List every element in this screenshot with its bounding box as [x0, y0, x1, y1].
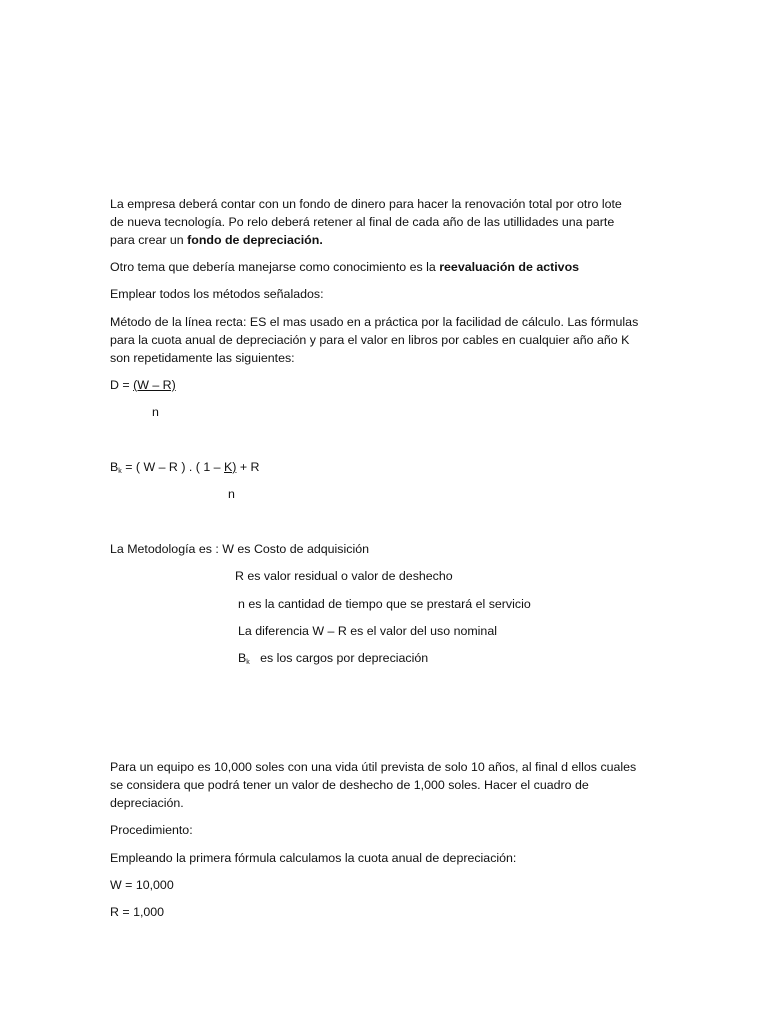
formula-part-2: + R [236, 460, 260, 474]
formula-part-1: = ( W – R ) . ( 1 – [121, 460, 225, 474]
methodology-n-definition: n es la cantidad de tiempo que se prestará el servicio [238, 597, 531, 611]
paragraph-methods: Emplear todos los métodos señalados: [110, 287, 324, 301]
formula-2-denominator: n [228, 487, 235, 501]
formula-denominator: n [152, 405, 159, 419]
methodology-intro: La Metodología es : W es Costo de adquisición [110, 542, 369, 556]
methodology-difference-definition: La diferencia W – R es el valor del uso nominal [238, 624, 497, 638]
paragraph-straight-line-3: son repetidamente las siguientes: [110, 351, 295, 365]
bold-term-fondo-depreciacion: fondo de depreciación. [187, 233, 323, 247]
value-w: W = 10,000 [110, 878, 174, 892]
paragraph-procedure: Procedimiento: [110, 823, 193, 837]
paragraph-straight-line-2: para la cuota anual de depreciación y para el valor en libros por cables en cualquier año año K [110, 333, 630, 347]
paragraph-renovation-line-1: La empresa deberá contar con un fondo de dinero para hacer la renovación total por otro lote [110, 197, 622, 211]
formula-numerator: (W – R) [133, 378, 176, 392]
paragraph-reevaluation [110, 258, 579, 276]
bk-text: es los cargos por depreciación [249, 651, 429, 665]
paragraph-renovation-line-2: de nueva tecnología. Po relo deberá retener al final de cada año de las utillidades una parte [110, 215, 615, 229]
value-r: R = 1,000 [110, 905, 165, 919]
paragraph-equipment-line-1: Para un equipo es 10,000 soles con una vida útil prevista de solo 10 años, al final d ellos cuales [110, 760, 637, 774]
paragraph-renovation-line-3 [110, 231, 323, 249]
bold-term-reevaluacion: reevaluación de activos [439, 260, 580, 274]
paragraph-straight-line-1: Método de la línea recta: ES el mas usado en a práctica por la facilidad de cálculo. Las fórmulas [110, 315, 639, 329]
bk-subscript: k [246, 659, 250, 666]
formula-underlined: K) [224, 460, 237, 474]
paragraph-first-formula: Empleando la primera fórmula calculamos la cuota anual de depreciación: [110, 851, 517, 865]
formula-book-value [110, 458, 259, 476]
formula-base: B [110, 460, 119, 474]
formula-subscript: k [118, 468, 122, 475]
methodology-r-definition: R es valor residual o valor de deshecho [235, 569, 453, 583]
formula-depreciation [110, 376, 176, 394]
formula-lhs: D = [110, 378, 134, 392]
text-segment: para crear un [110, 233, 188, 247]
bk-base: B [238, 651, 247, 665]
text-segment: Otro tema que debería manejarse como conocimiento es la [110, 260, 440, 274]
methodology-bk-definition [238, 649, 428, 667]
paragraph-equipment-line-3: depreciación. [110, 796, 184, 810]
paragraph-equipment-line-2: se considera que podrá tener un valor de deshecho de 1,000 soles. Hacer el cuadro de [110, 778, 589, 792]
